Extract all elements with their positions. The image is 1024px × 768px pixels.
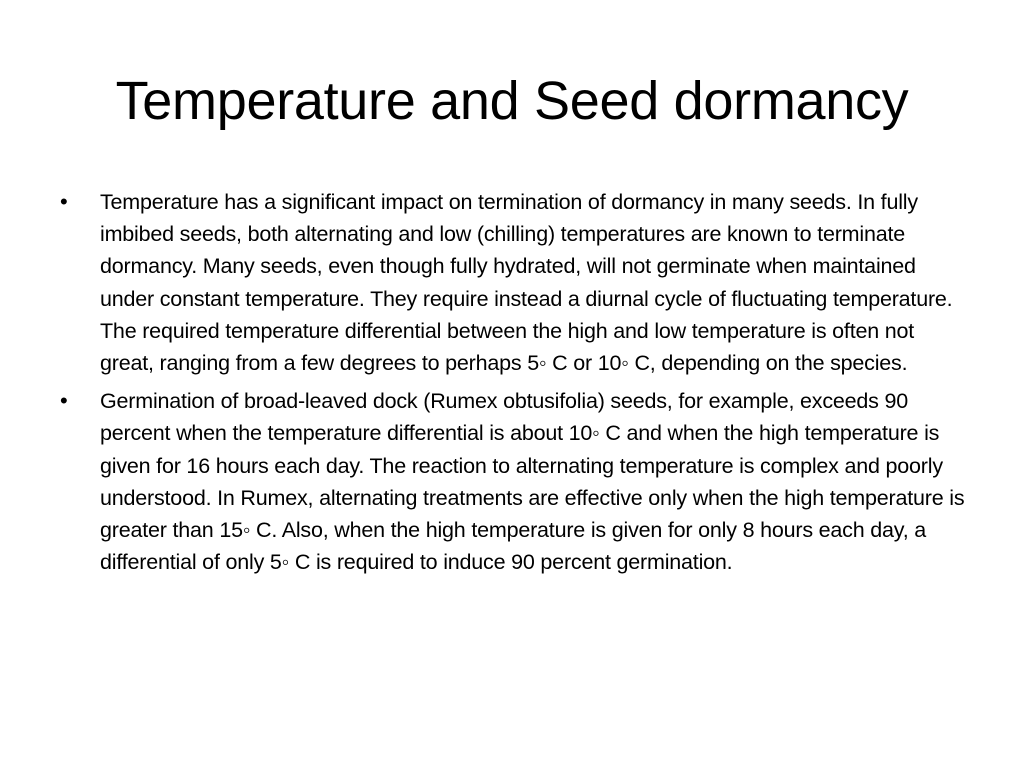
bullet-dot-icon: •	[60, 388, 68, 414]
bullet-text: Temperature has a significant impact on termination of dormancy in many seeds. In fully imbibed seeds, both alternating and low (chilling) temperatures are known to terminate dormancy. Many seeds, even though fully hydrated, will not germinate when maintained under constant temperature. They require instead a diurnal cycle of fluctuating temperature. The required temperature differential between the high and low temperature is often not great, ranging from a few degrees to perhaps 5◦ C or 10◦ C, depending on the species.	[100, 190, 953, 376]
bullet-list	[60, 186, 970, 584]
bullet-text: Germination of broad-leaved dock (Rumex obtusifolia) seeds, for example, exceeds 90 percent when the temperature differential is about 10◦ C and when the high temperature is given for 16 hours each day. The reaction to alternating temperature is complex and poorly understood. In Rumex, alternating treatments are effective only when the high temperature is greater than 15◦ C. Also, when the high temperature is given for only 8 hours each day, a differential of only 5◦ C is required to induce 90 percent germination.	[100, 389, 965, 575]
bullet-item	[60, 385, 970, 578]
bullet-item	[60, 186, 970, 379]
bullet-dot-icon: •	[60, 189, 68, 214]
slide-title: Temperature and Seed dormancy	[115, 71, 909, 131]
